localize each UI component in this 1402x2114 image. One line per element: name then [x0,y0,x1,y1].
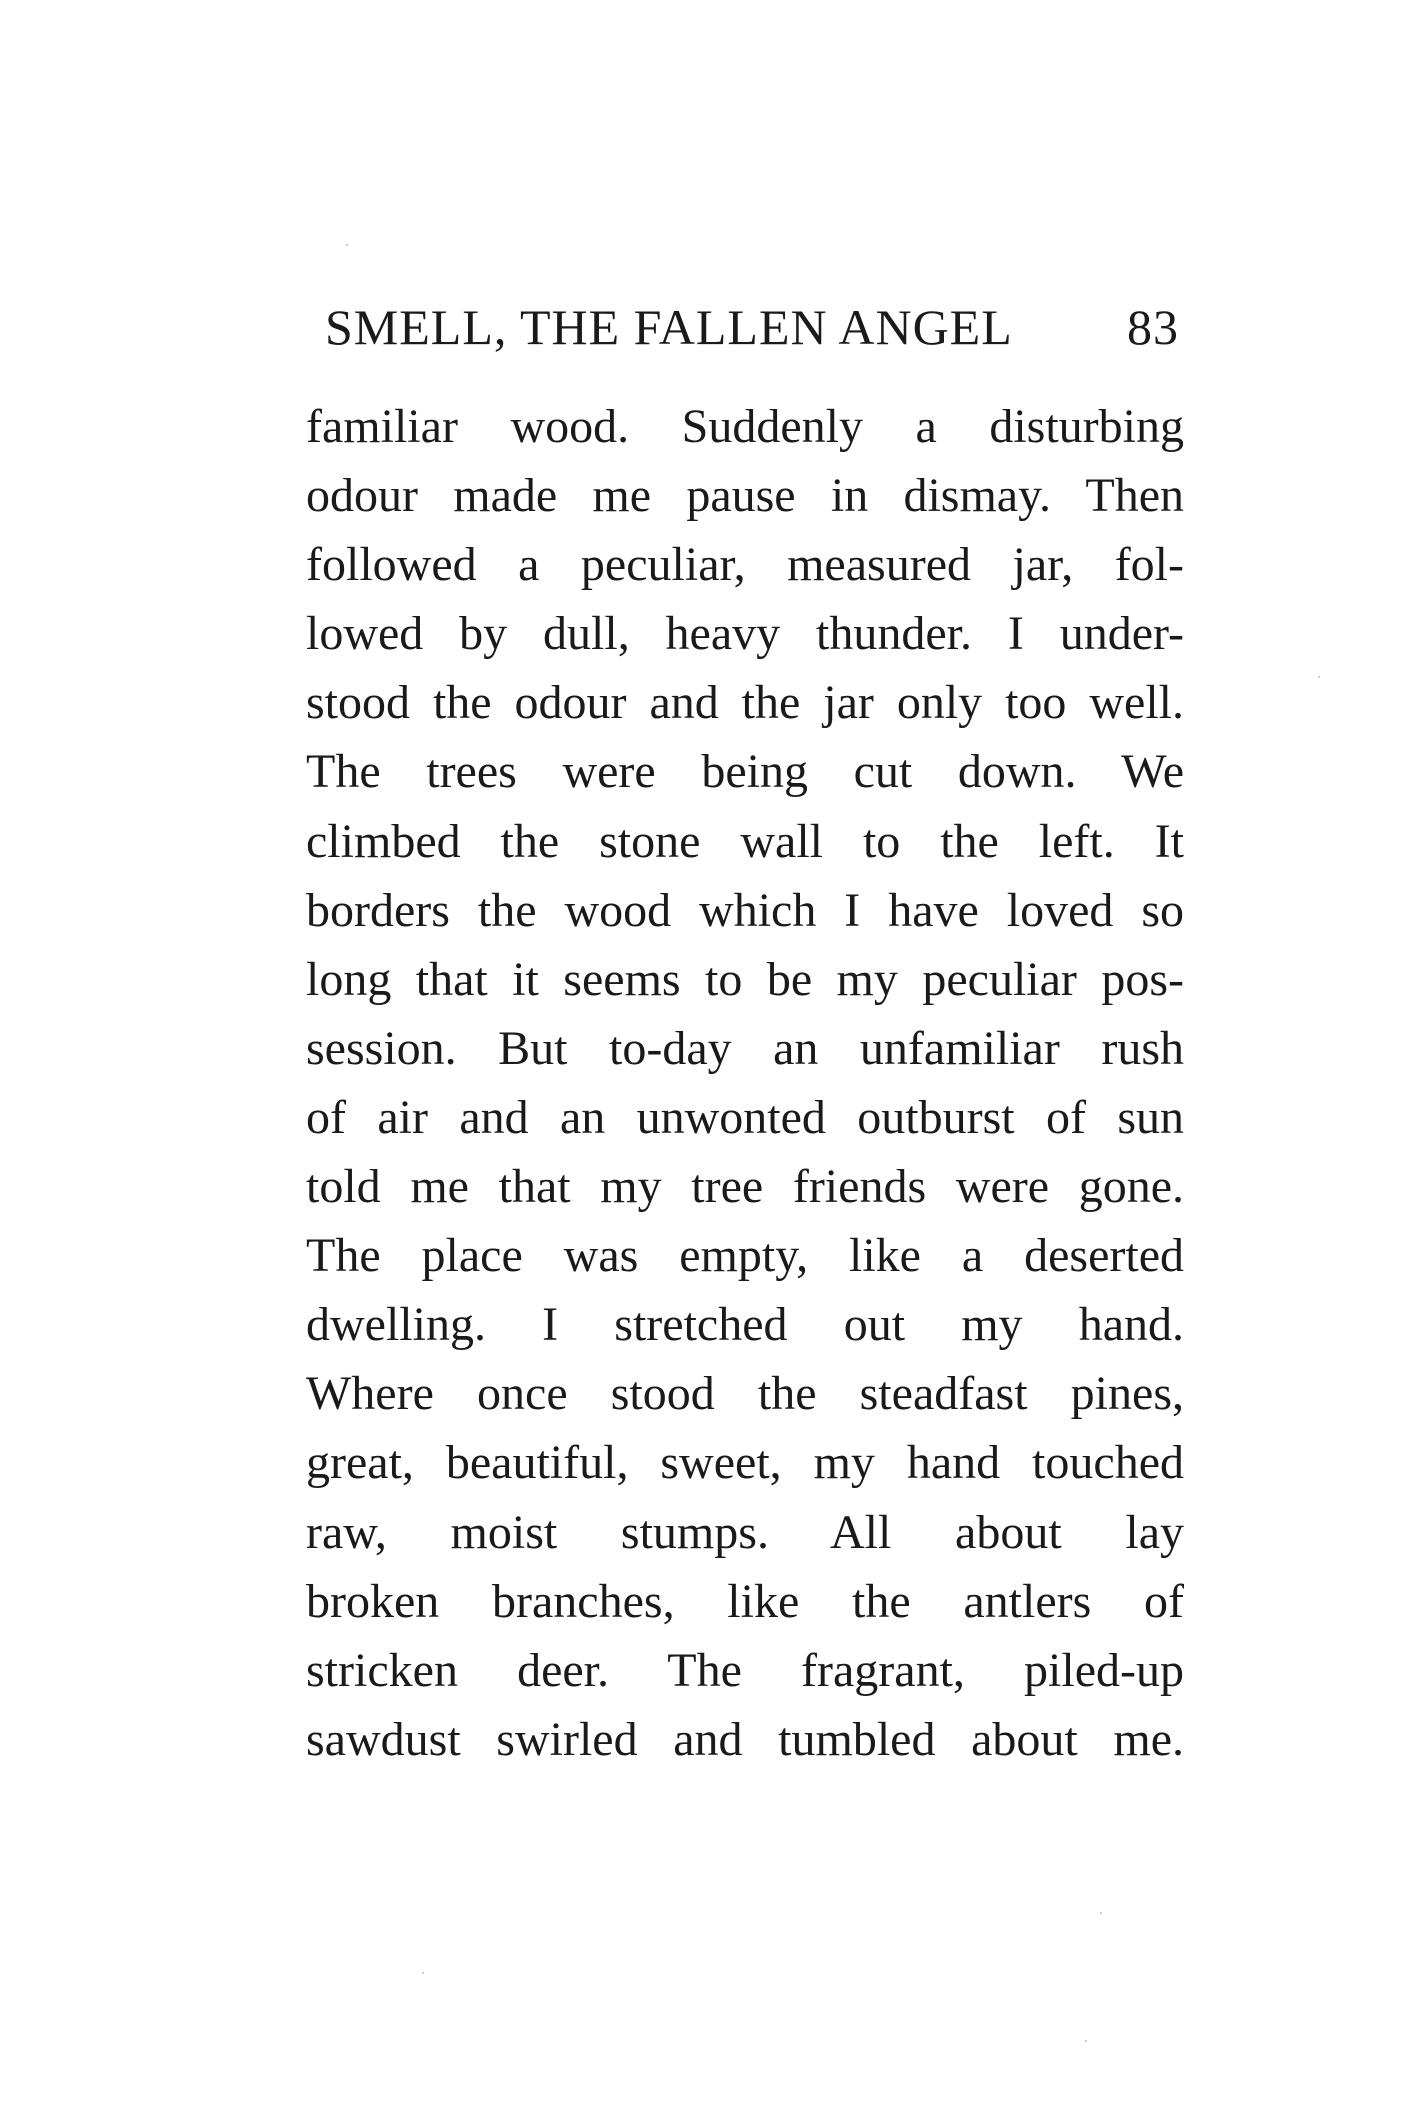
text-line: great, beautiful, sweet, my hand touched [306,1436,1184,1490]
text-line: stood the odour and the jar only too well. [306,676,1184,730]
text-line: long that it seems to be my peculiar pos- [306,952,1184,1006]
text-line: Where once stood the steadfast pines, [306,1367,1184,1421]
running-head [325,298,1179,364]
text-line: sawdust swirled and tumbled about me. [306,1712,1184,1766]
text-line: session. But to-day an unfamiliar rush [306,1021,1184,1075]
page-number: 83 [1127,299,1179,355]
text-line: familiar wood. Suddenly a disturbing [306,400,1184,453]
text-line: dwelling. I stretched out my hand. [306,1298,1184,1352]
text-line: The trees were being cut down. We [306,745,1184,799]
scan-speck [1318,676,1320,678]
text-line: odour made me pause in dismay. Then [306,469,1184,523]
text-line: borders the wood which I have loved so [306,883,1184,937]
text-line: followed a peculiar, measured jar, fol- [306,538,1184,592]
scan-speck [422,1972,424,1974]
body-text [306,392,1184,1774]
text-line: climbed the stone wall to the left. It [306,814,1184,868]
scan-speck [346,244,348,246]
chapter-title: SMELL, THE FALLEN ANGEL [325,299,1013,355]
scan-speck [1085,2040,1087,2042]
scan-speck [1100,1912,1102,1914]
text-line: stricken deer. The fragrant, piled-up [306,1643,1184,1697]
text-line: broken branches, like the antlers of [306,1574,1184,1628]
text-line: lowed by dull, heavy thunder. I under- [306,607,1184,661]
text-line: told me that my tree friends were gone. [306,1160,1184,1214]
text-line: raw, moist stumps. All about lay [306,1505,1184,1559]
text-line: The place was empty, like a deserted [306,1229,1184,1283]
text-line: of air and an unwonted outburst of sun [306,1090,1184,1144]
